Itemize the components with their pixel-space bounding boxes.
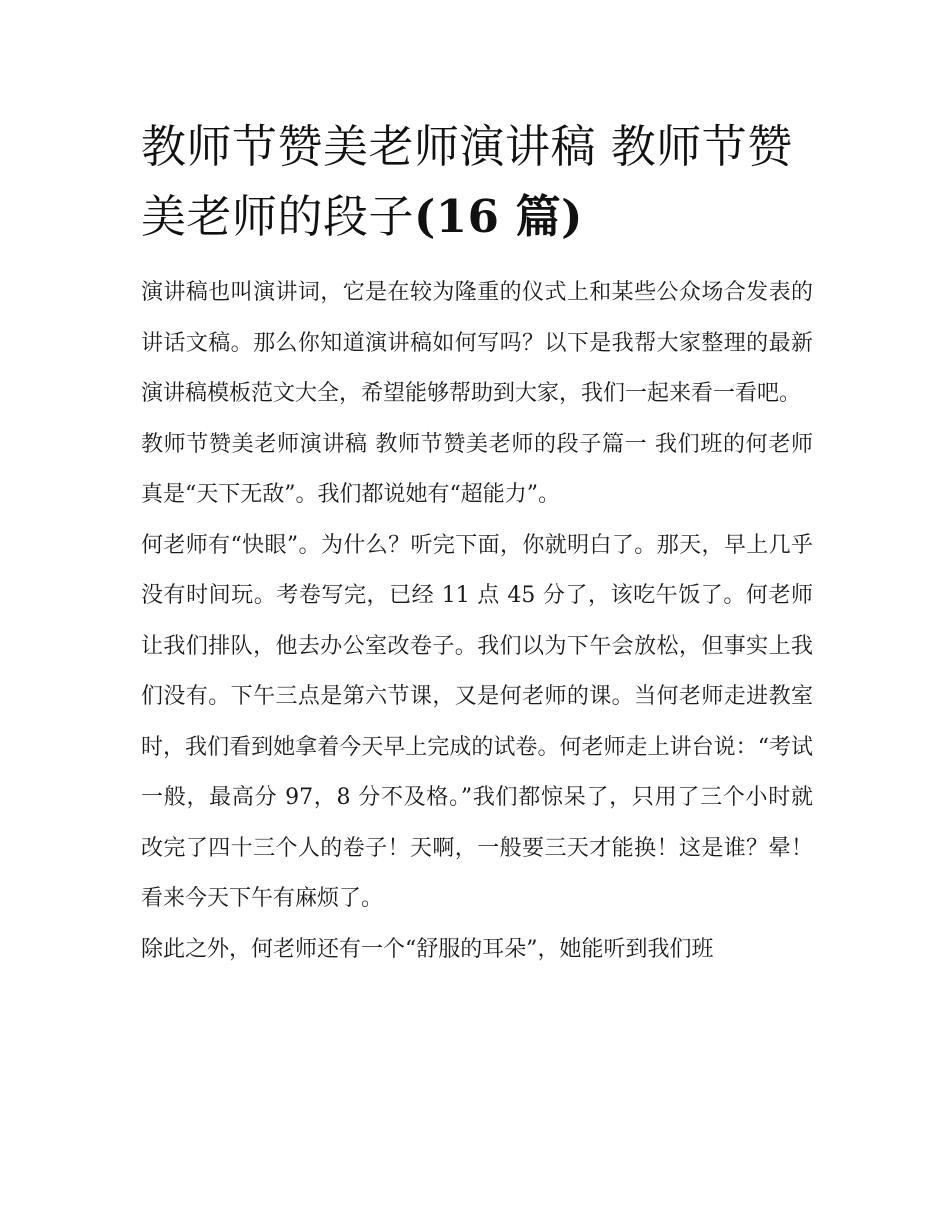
document-page <box>141 112 813 975</box>
paragraph-comfortable-ears: 除此之外，何老师还有一个“舒服的耳朵”，她能听到我们班 <box>141 936 714 962</box>
title-suffix: (16 篇) <box>414 190 583 243</box>
paragraph-fast-eyes: 何老师有“快眼”。为什么？听完下面，你就明白了。那天，早上几乎没有时间玩。考卷写完，已经 11 点 45 分了，该吃午饭了。何老师让我们排队，他去办公室改卷子。我们以为下午会放松，但事实上我们没有。下午三点是第六节课，又是何老师的课。当何老师走进教室时，我们看到她拿着今天早上完成的试卷。何老师走上讲台说：“考试一般，最高分 97，8 分不及格。”我们都惊呆了，只用了三个小时就改完了四十三个人的卷子！天啊，一般要三天才能换！这是谁？晕！看来今天下午有麻烦了。 <box>141 532 813 911</box>
paragraph-intro: 演讲稿也叫演讲词，它是在较为隆重的仪式上和某些公众场合发表的讲话文稿。那么你知道演讲稿如何写吗？以下是我帮大家整理的最新演讲稿模板范文大全，希望能够帮助到大家，我们一起来看一看吧。 <box>141 280 813 406</box>
title-main: 教师节赞美老师演讲稿 教师节赞美老师的段子 <box>141 120 793 243</box>
paragraph-section-one: 教师节赞美老师演讲稿 教师节赞美老师的段子篇一 我们班的何老师真是“天下无敌”。我们都说她有“超能力”。 <box>141 431 813 507</box>
document-title <box>141 112 813 252</box>
